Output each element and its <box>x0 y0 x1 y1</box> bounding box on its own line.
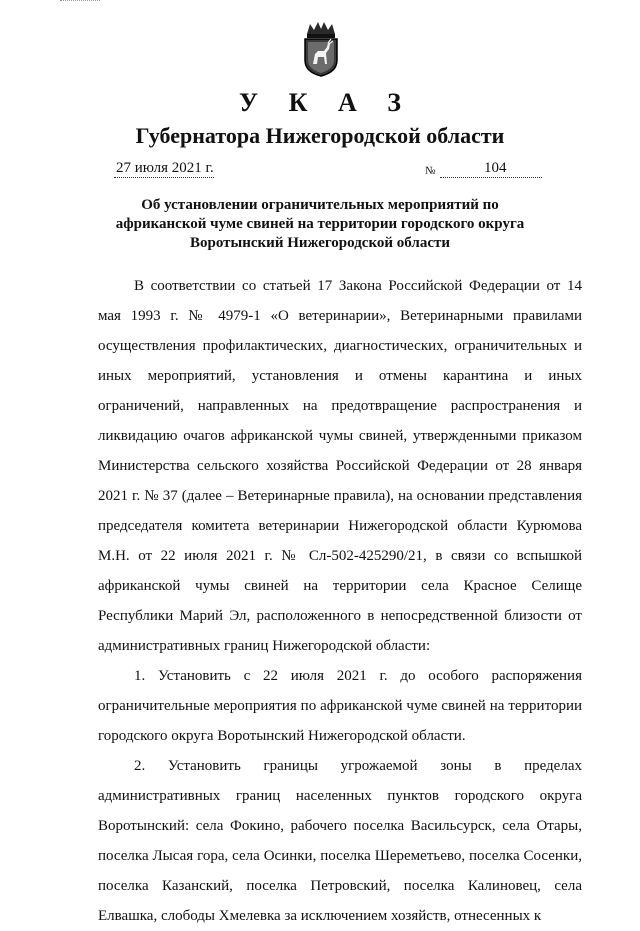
document-title: У К А З <box>239 88 413 117</box>
scan-mark <box>60 0 100 4</box>
paragraph-item-1: 1. Установить с 22 июля 2021 г. до особого распоряжения ограничительные мероприятия по африканской чуме свиней на территории городского округа Воротынский Нижегородской области. <box>98 668 582 744</box>
document-date: 27 июля 2021 г. <box>116 160 214 176</box>
number-underline <box>440 177 542 178</box>
document-subtitle: Губернатора Нижегородской области <box>135 123 505 148</box>
document-body <box>98 271 582 931</box>
paragraph-item-2: 2. Установить границы угрожаемой зоны в пределах административных границ населенных пунктов городского округа Воротынский: села Фокино, рабочего поселка Васильсурск, села Отары, поселка Лысая гора, села Осинки, поселка Шереметьево, поселка Сосенки, поселка Казанский, поселка Петровский, поселка Калиновец, села Елвашка, слободы Хмелевка за исключением хозяйств, отнесенных к <box>98 758 582 924</box>
date-underline <box>114 177 214 178</box>
number-label: № <box>425 165 436 177</box>
nizhny-novgorod-coat-of-arms-icon <box>298 20 344 78</box>
document-heading: Об установлении ограничительных мероприятий по африканской чуме свиней на территории городского округа Воротынский Нижегородской области <box>115 197 525 251</box>
document-number: 104 <box>484 160 507 176</box>
paragraph-preamble: В соответствии со статьей 17 Закона Российской Федерации от 14 мая 1993 г. № 4979-1 «О ветеринарии», Ветеринарными правилами осуществления профилактических, диагностических, ограничительных и иных мероприятий, установления и отмены карантина и иных ограничений, направленных на предотвращение распространения и ликвидацию очагов африканской чумы свиней, утвержденными приказом Министерства сельского хозяйства Российской Федерации от 28 января 2021 г. № 37 (далее – Ветеринарные правила), на основании представления председателя комитета ветеринарии Нижегородской области Курюмова М.Н. от 22 июля 2021 г. № Сл-502-425290/21, в связи со вспышкой африканской чумы свиней на территории села Красное Селище Республики Марий Эл, расположенного в непосредственной близости от административных границ Нижегородской области: <box>98 278 582 654</box>
